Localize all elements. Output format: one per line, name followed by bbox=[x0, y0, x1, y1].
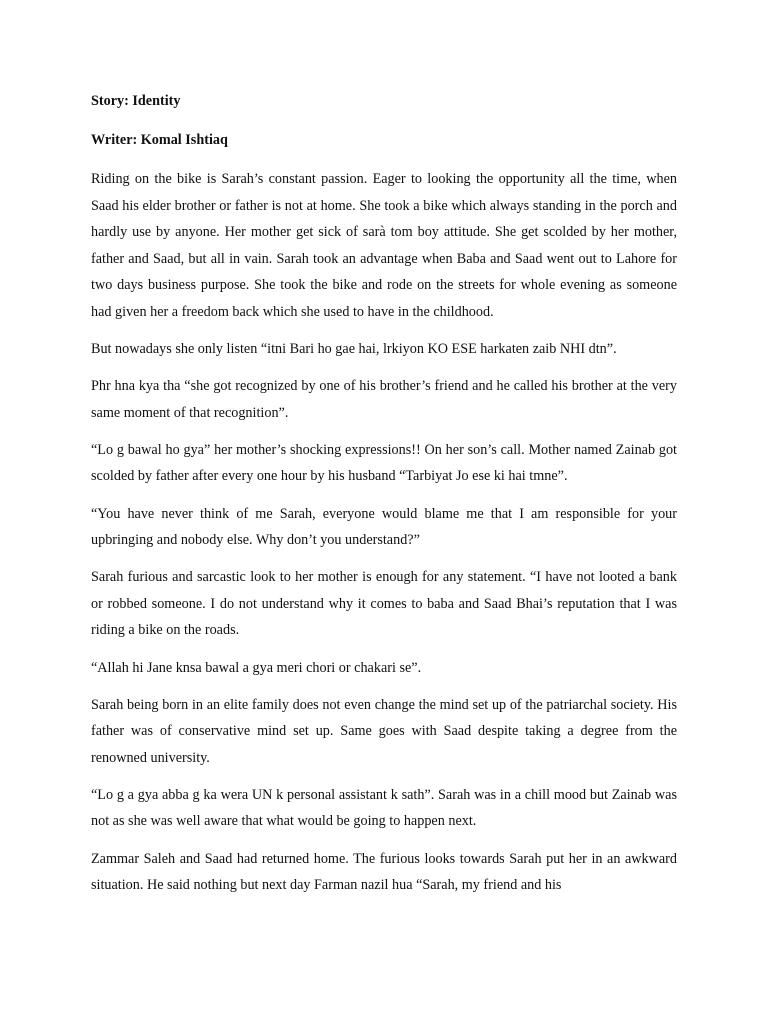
paragraph: “You have never think of me Sarah, everyone would blame me that I am responsible for your upbringing and nobody else. Why don’t you understand?” bbox=[91, 505, 677, 549]
paragraph: Sarah furious and sarcastic look to her mother is enough for any statement. “I have not looted a bank or robbed someone. I do not understand why it comes to baba and Saad Bhai’s reputation that I was riding a bike on the roads. bbox=[91, 569, 677, 639]
paragraph: Sarah being born in an elite family does not even change the mind set up of the patriarchal society. His father was of conservative mind set up. Same goes with Saad despite taking a degree from the renowned university. bbox=[91, 696, 677, 766]
document-page bbox=[91, 88, 677, 909]
writer-line: Writer: Komal Ishtiaq bbox=[91, 132, 228, 148]
paragraph: Riding on the bike is Sarah’s constant passion. Eager to looking the opportunity all the time, when Saad his elder brother or father is not at home. She took a bike which always standing in the porch and hardly use by anyone. Her mother get sick of sarà tom boy attitude. She get scolded by her mother, father and Saad, but all in vain. Sarah took an advantage when Baba and Saad went out to Lahore for two days business purpose. She took the bike and rode on the streets for whole evening as someone had given her a freedom back which she used to have in the childhood. bbox=[91, 171, 677, 320]
paragraph: Phr hna kya tha “she got recognized by one of his brother’s friend and he called his brother at the very same moment of that recognition”. bbox=[91, 378, 677, 421]
paragraph: But nowadays she only listen “itni Bari ho gae hai, lrkiyon KO ESE harkaten zaib NHI dtn”. bbox=[91, 341, 617, 358]
paragraph: Zammar Saleh and Saad had returned home. The furious looks towards Sarah put her in an awkward situation. He said nothing but next day Farman nazil hua “Sarah, my friend and his bbox=[91, 850, 677, 894]
paragraph: “Lo g a gya abba g ka wera UN k personal assistant k sath”. Sarah was in a chill mood but Zainab was not as she was well aware that what would be going to happen next. bbox=[91, 786, 677, 830]
paragraph: “Lo g bawal ho gya” her mother’s shocking expressions!! On her son’s call. Mother named Zainab got scolded by father after every one hour by his husband “Tarbiyat Jo ese ki hai tmne”. bbox=[91, 441, 677, 485]
story-title: Story: Identity bbox=[91, 93, 181, 109]
paragraph: “Allah hi Jane knsa bawal a gya meri chori or chakari se”. bbox=[91, 659, 422, 676]
